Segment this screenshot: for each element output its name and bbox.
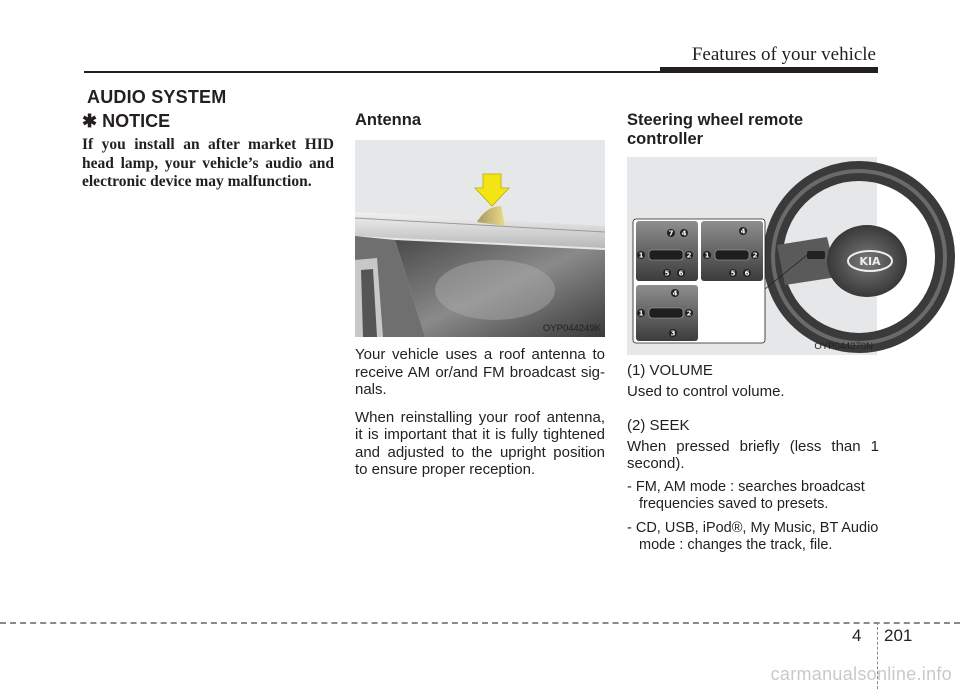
antenna-figure-caption: OYP044249K: [542, 323, 601, 334]
notice-symbol-icon: ✱: [82, 111, 98, 131]
antenna-paragraph-2: When reinstalling your roof antenna, it is important that it is fully tightened and adjusted to the upright position to ensure proper reception.: [355, 408, 605, 478]
antenna-heading: Antenna: [355, 111, 421, 129]
svg-text:7: 7: [668, 229, 674, 238]
svg-text:2: 2: [752, 251, 758, 260]
svg-text:4: 4: [740, 227, 746, 236]
svg-text:2: 2: [686, 251, 692, 260]
volume-label: (1) VOLUME: [627, 362, 713, 379]
svg-text:4: 4: [681, 229, 687, 238]
svg-text:4: 4: [672, 289, 678, 298]
svg-text:6: 6: [678, 269, 684, 278]
roof-antenna-illustration: [355, 140, 605, 337]
seek-text: When pressed briefly (less than 1 second).: [627, 437, 879, 472]
notice-heading: [82, 111, 170, 132]
svg-text:2: 2: [686, 309, 692, 318]
footer-rule: [0, 622, 960, 624]
page-header-title: Features of your vehicle: [691, 44, 876, 65]
header-rule-accent: [660, 67, 878, 73]
steering-figure: [627, 157, 881, 355]
steering-body: [627, 362, 879, 555]
watermark: carmanualsonline.info: [770, 664, 952, 684]
svg-text:5: 5: [730, 269, 736, 278]
seek-item-fm-am: - FM, AM mode : searches broadcast frequencies saved to presets.: [627, 478, 865, 512]
page-chapter-number: 4: [852, 626, 862, 645]
antenna-body: [355, 346, 605, 489]
seek-item-cd-usb: - CD, USB, iPod®, My Music, BT Audio mode : changes the track, file.: [627, 519, 879, 553]
page-number: 201: [884, 626, 913, 645]
antenna-figure: [355, 140, 605, 337]
svg-text:6: 6: [744, 269, 750, 278]
svg-text:1: 1: [638, 309, 644, 318]
section-title: AUDIO SYSTEM: [87, 87, 227, 107]
volume-text: Used to control volume.: [627, 382, 785, 400]
steering-heading-line1: Steering wheel remote: [627, 111, 804, 129]
steering-heading-line2: controller: [627, 130, 704, 148]
notice-text: If you install an after market HID head lamp, your vehicle’s audio and electronic device may malfunction.: [82, 136, 334, 190]
svg-text:3: 3: [670, 329, 676, 338]
antenna-paragraph-1: Your vehicle uses a roof antenna to receive AM or/and FM broadcast sig-nals.: [355, 346, 605, 398]
svg-text:5: 5: [664, 269, 670, 278]
seek-label: (2) SEEK: [627, 417, 690, 434]
steering-heading: [627, 111, 877, 149]
steering-figure-caption: OYP044270N: [814, 341, 873, 352]
svg-text:1: 1: [638, 251, 644, 260]
notice-title: NOTICE: [102, 111, 171, 131]
svg-text:1: 1: [704, 251, 710, 260]
steering-wheel-illustration: [627, 157, 881, 355]
svg-text:KIA: KIA: [859, 255, 881, 268]
